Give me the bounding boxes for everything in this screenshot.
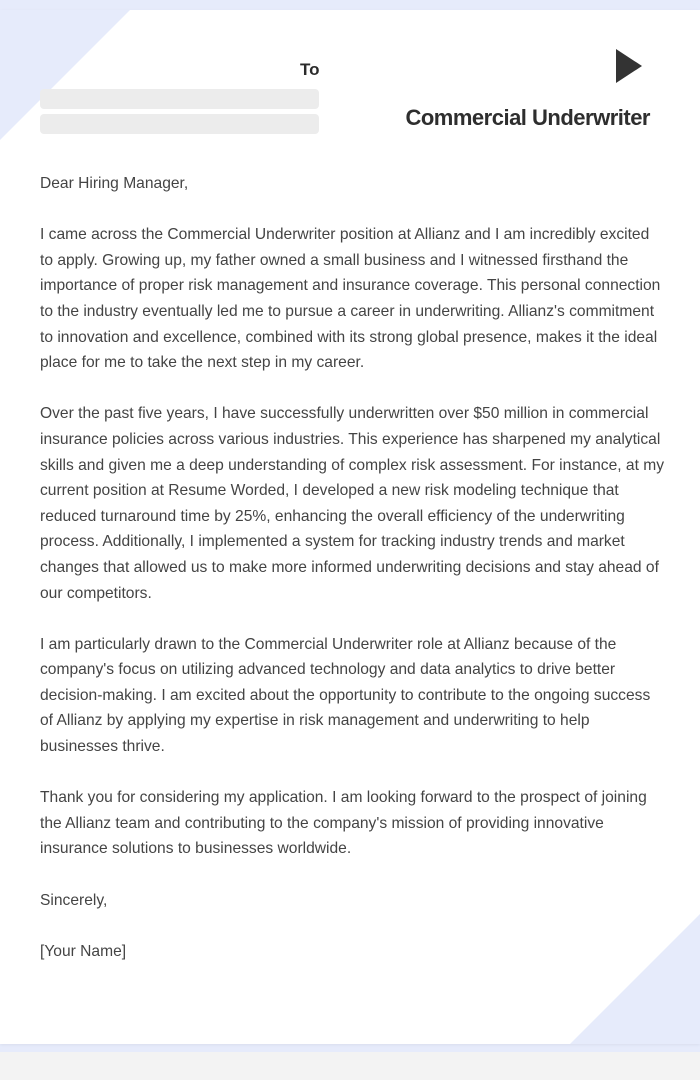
letter-sheet [0,10,700,1044]
paragraph-1: I came across the Commercial Underwriter position at Allianz and I am incredibly excited to apply. Growing up, my father owned a small business and I witnessed firsthand the importance of proper risk management and insurance coverage. This personal connection to the industry eventually led me to pursue a career in underwriting. Allianz's commitment to innovation and excellence, combined with its strong global presence, makes it the ideal place for me to take the next step in my career. [40,226,661,372]
salutation: Dear Hiring Manager, [40,175,189,192]
closing: Sincerely, [40,891,108,909]
letter-body [40,171,665,990]
signature: [Your Name] [40,942,127,960]
play-icon[interactable] [616,49,642,83]
recipient-address-line-1 [40,89,319,109]
document-title: Commercial Underwriter [405,105,650,130]
paragraph-4: Thank you for considering my application. I am looking forward to the prospect of joining the Allianz team and contributing to the company's mission of providing innovative insurance solutions to businesses worldwide. [40,789,647,858]
recipient-address-line-2 [40,114,319,134]
paragraph-2: Over the past five years, I have successfully underwritten over $50 million in commercial insurance policies across various industries. This experience has sharpened my analytical skills and given me a deep understanding of complex risk assessment. For instance, at my current position at Resume Worded, I developed a new risk modeling technique that reduced turnaround time by 25%, enhancing the overall efficiency of the underwriting process. Additionally, I implemented a system for tracking industry trends and market changes that allowed us to make more informed underwriting decisions and stay ahead of our competitors. [40,405,665,602]
paragraph-3: I am particularly drawn to the Commercial Underwriter role at Allianz because of the company's focus on utilizing advanced technology and data analytics to drive better decision-making. I am excited about the opportunity to contribute to the ongoing success of Allianz by applying my expertise in risk management and underwriting to help businesses thrive. [40,635,651,756]
recipient-label: To [300,60,320,79]
